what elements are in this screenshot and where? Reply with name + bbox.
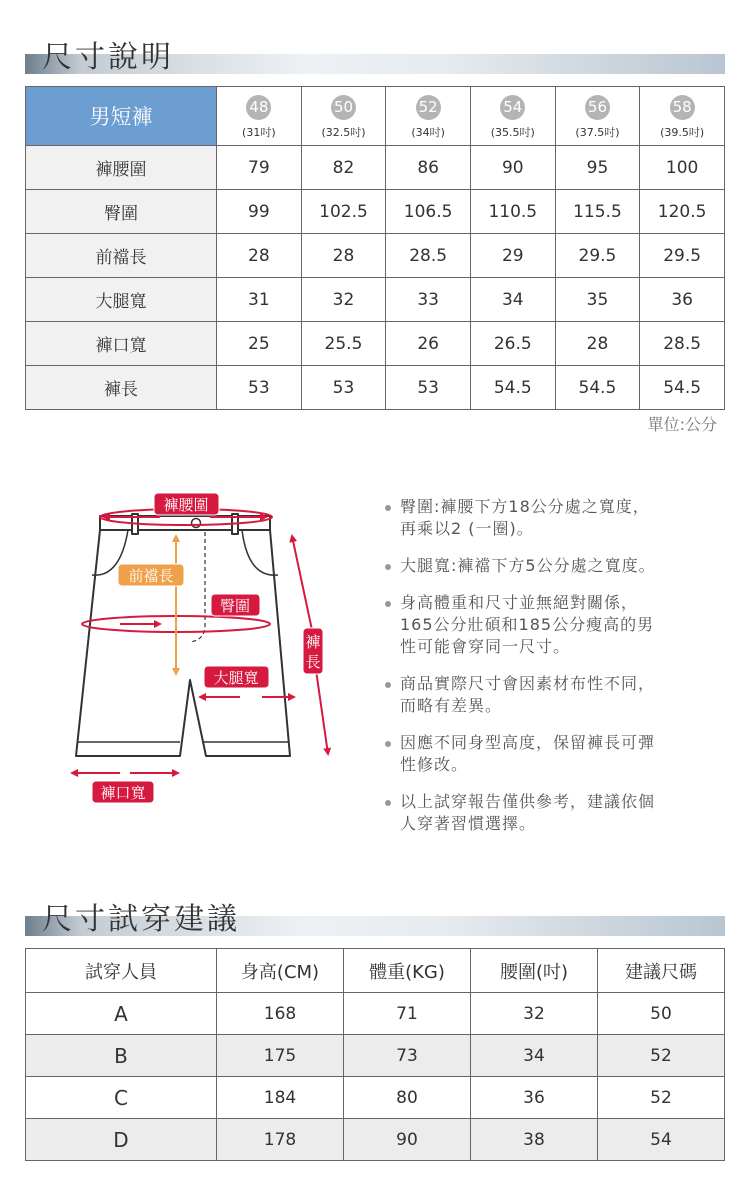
length-label-1: 褲 — [305, 633, 321, 651]
note-line: 165公分壯碩和185公分瘦高的男 — [400, 615, 655, 634]
length-arrow-down — [316, 670, 328, 754]
tester-id: C — [26, 1077, 217, 1119]
table-row — [26, 1119, 725, 1161]
table-cell: 32 — [471, 993, 598, 1035]
table-cell: 52 — [598, 1077, 725, 1119]
fit-section-header — [25, 904, 725, 936]
size-column-header — [555, 87, 640, 146]
note-line: 再乘以2 (一圈)。 — [400, 519, 534, 538]
measure-label: 褲口寬 — [26, 322, 217, 366]
table-cell: 28.5 — [640, 322, 725, 366]
thigh-label: 大腿寬 — [213, 669, 259, 687]
table-cell: 73 — [344, 1035, 471, 1077]
note-item — [382, 791, 712, 835]
size-header-row — [26, 87, 725, 146]
table-cell: 32 — [301, 278, 386, 322]
note-item — [382, 732, 712, 776]
table-cell: 29 — [470, 234, 555, 278]
table-cell: 99 — [217, 190, 302, 234]
size-column-header — [470, 87, 555, 146]
column-header: 體重(KG) — [344, 949, 471, 993]
table-cell: 54 — [598, 1119, 725, 1161]
table-cell: 82 — [301, 146, 386, 190]
size-chart-table — [25, 86, 725, 410]
table-cell: 86 — [386, 146, 471, 190]
tester-id: A — [26, 993, 217, 1035]
column-header: 試穿人員 — [26, 949, 217, 993]
note-line: 臀圍:褲腰下方18公分處之寬度， — [400, 497, 650, 516]
table-row — [26, 366, 725, 410]
table-cell: 34 — [470, 278, 555, 322]
size-inch: (34吋) — [411, 125, 445, 139]
note-line: 性可能會穿同一尺寸。 — [400, 637, 571, 656]
measure-label: 褲長 — [26, 366, 217, 410]
table-row — [26, 993, 725, 1035]
table-cell: 53 — [301, 366, 386, 410]
note-line: 商品實際尺寸會因素材布性不同， — [400, 674, 656, 693]
size-section-title: 尺寸說明 — [42, 40, 174, 75]
table-row — [26, 1035, 725, 1077]
note-item — [382, 555, 712, 577]
size-badge: 48 — [246, 95, 271, 120]
table-cell: 26 — [386, 322, 471, 366]
table-cell: 178 — [217, 1119, 344, 1161]
size-column-header — [386, 87, 471, 146]
note-line: 身高體重和尺寸並無絕對關係， — [400, 593, 639, 612]
table-cell: 71 — [344, 993, 471, 1035]
note-line: 性修改。 — [400, 755, 469, 774]
table-cell: 168 — [217, 993, 344, 1035]
table-cell: 28.5 — [386, 234, 471, 278]
tester-id: D — [26, 1119, 217, 1161]
size-badge: 56 — [585, 95, 610, 120]
tester-id: B — [26, 1035, 217, 1077]
product-name-cell: 男短褲 — [26, 87, 217, 146]
table-cell: 25 — [217, 322, 302, 366]
table-cell: 36 — [640, 278, 725, 322]
size-section-header — [25, 42, 725, 74]
note-line: 大腿寬:褲襠下方5公分處之寬度。 — [400, 556, 656, 575]
table-cell: 120.5 — [640, 190, 725, 234]
table-cell: 53 — [217, 366, 302, 410]
table-cell: 80 — [344, 1077, 471, 1119]
column-header: 身高(CM) — [217, 949, 344, 993]
table-cell: 52 — [598, 1035, 725, 1077]
size-inch: (32.5吋) — [321, 125, 366, 139]
table-cell: 115.5 — [555, 190, 640, 234]
size-badge: 52 — [416, 95, 441, 120]
size-column-header — [640, 87, 725, 146]
shorts-measurement-diagram — [0, 480, 360, 820]
size-badge: 58 — [670, 95, 695, 120]
note-line: 以上試穿報告僅供參考，建議依個 — [400, 792, 656, 811]
table-cell: 29.5 — [640, 234, 725, 278]
unit-label: 單位:公分 — [647, 415, 717, 434]
note-item — [382, 496, 712, 540]
table-cell: 38 — [471, 1119, 598, 1161]
table-cell: 28 — [555, 322, 640, 366]
table-cell: 33 — [386, 278, 471, 322]
table-cell: 34 — [471, 1035, 598, 1077]
table-cell: 53 — [386, 366, 471, 410]
length-arrow-up — [292, 536, 312, 630]
size-inch: (39.5吋) — [660, 125, 705, 139]
length-label-2: 長 — [305, 653, 321, 671]
table-cell: 54.5 — [640, 366, 725, 410]
rise-label: 前襠長 — [128, 567, 174, 585]
note-line: 而略有差異。 — [400, 696, 503, 715]
table-cell: 110.5 — [470, 190, 555, 234]
note-item — [382, 592, 712, 658]
fit-test-table — [25, 948, 725, 1161]
fit-header-row — [26, 949, 725, 993]
table-cell: 100 — [640, 146, 725, 190]
table-cell: 54.5 — [555, 366, 640, 410]
table-row — [26, 322, 725, 366]
size-inch: (37.5吋) — [575, 125, 620, 139]
table-cell: 36 — [471, 1077, 598, 1119]
table-row — [26, 278, 725, 322]
size-inch: (35.5吋) — [490, 125, 535, 139]
table-cell: 184 — [217, 1077, 344, 1119]
note-line: 因應不同身型高度，保留褲長可彈 — [400, 733, 656, 752]
note-item — [382, 673, 712, 717]
column-header: 建議尺碼 — [598, 949, 725, 993]
waist-label: 褲腰圍 — [163, 496, 209, 514]
table-row — [26, 190, 725, 234]
notes-list — [382, 496, 712, 850]
size-badge: 50 — [331, 95, 356, 120]
table-cell: 28 — [217, 234, 302, 278]
table-cell: 26.5 — [470, 322, 555, 366]
table-cell: 29.5 — [555, 234, 640, 278]
table-cell: 90 — [344, 1119, 471, 1161]
measure-label: 前襠長 — [26, 234, 217, 278]
column-header: 腰圍(吋) — [471, 949, 598, 993]
hem-label: 褲口寬 — [100, 784, 146, 802]
shorts-outline — [76, 514, 290, 756]
note-line: 人穿著習慣選擇。 — [400, 814, 537, 833]
size-inch: (31吋) — [242, 125, 276, 139]
table-cell: 50 — [598, 993, 725, 1035]
table-cell: 31 — [217, 278, 302, 322]
table-row — [26, 1077, 725, 1119]
table-row — [26, 146, 725, 190]
table-cell: 106.5 — [386, 190, 471, 234]
measure-label: 臀圍 — [26, 190, 217, 234]
table-cell: 28 — [301, 234, 386, 278]
table-row — [26, 234, 725, 278]
table-cell: 25.5 — [301, 322, 386, 366]
table-cell: 102.5 — [301, 190, 386, 234]
size-column-header — [217, 87, 302, 146]
table-cell: 95 — [555, 146, 640, 190]
size-badge: 54 — [500, 95, 525, 120]
table-cell: 35 — [555, 278, 640, 322]
table-cell: 175 — [217, 1035, 344, 1077]
size-column-header — [301, 87, 386, 146]
table-cell: 54.5 — [470, 366, 555, 410]
measure-label: 大腿寬 — [26, 278, 217, 322]
hip-label: 臀圍 — [219, 597, 251, 615]
measure-label: 褲腰圍 — [26, 146, 217, 190]
table-cell: 90 — [470, 146, 555, 190]
table-cell: 79 — [217, 146, 302, 190]
fit-section-title: 尺寸試穿建議 — [42, 902, 240, 937]
